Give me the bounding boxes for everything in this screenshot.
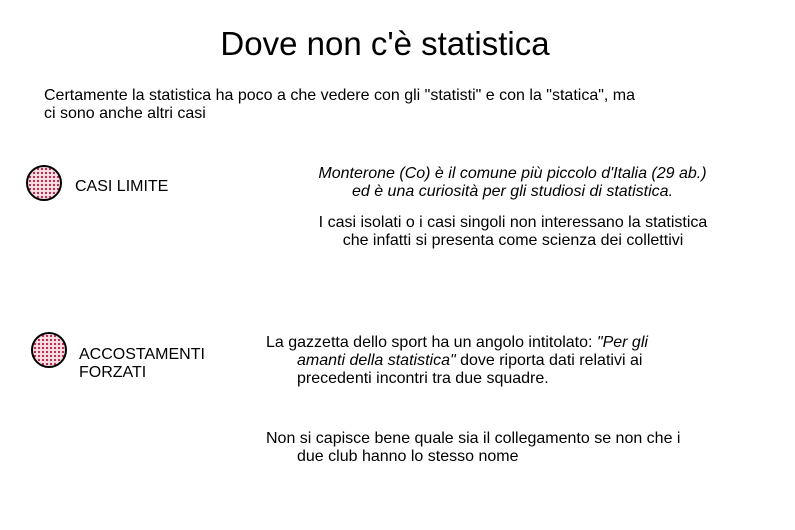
section-label-line: ACCOSTAMENTI — [79, 346, 205, 363]
intro-line-1: Certamente la statistica ha poco a che vedere con gli "statisti" e con la "statica", ma — [44, 87, 636, 104]
paragraph-collegamento — [266, 430, 781, 466]
section-label-accostamenti-forzati — [79, 346, 205, 382]
bullet-circle-icon — [26, 165, 62, 201]
section-label-casi-limite: CASI LIMITE — [75, 178, 169, 195]
quoted-title: amanti della statistica" — [297, 352, 456, 369]
intro-line-2: ci sono anche altri casi — [44, 105, 206, 122]
paragraph-gazzetta — [266, 334, 781, 388]
paragraph-text: dove riporta dati relativi ai — [455, 352, 643, 369]
paragraph-line: Monterone (Co) è il comune più piccolo d'Italia (29 ab.) — [318, 165, 707, 182]
paragraph-line: che infatti si presenta come scienza dei collettivi — [342, 232, 684, 249]
paragraph-line: precedenti incontri tra due squadre. — [297, 370, 549, 387]
paragraph-line: ed è una curiosità per gli studiosi di statistica. — [351, 183, 674, 200]
paragraph-line: I casi isolati o i casi singoli non interessano la statistica — [318, 214, 708, 231]
paragraph-line: due club hanno lo stesso nome — [297, 448, 519, 465]
paragraph-line — [266, 352, 781, 370]
paragraph-monterone — [260, 165, 765, 201]
section-label-line: FORZATI — [79, 364, 147, 381]
intro-text — [44, 87, 784, 123]
quoted-title: "Per gli — [596, 334, 648, 351]
paragraph-text: La gazzetta dello sport ha un angolo intitolato: — [266, 334, 597, 351]
bullet-circle-icon — [31, 332, 67, 368]
slide-title: Dove non c'è statistica — [220, 25, 550, 62]
paragraph-line: Non si capisce bene quale sia il collegamento se non che i — [266, 430, 681, 447]
paragraph-casi-isolati — [258, 214, 768, 250]
paragraph-line — [266, 334, 781, 352]
